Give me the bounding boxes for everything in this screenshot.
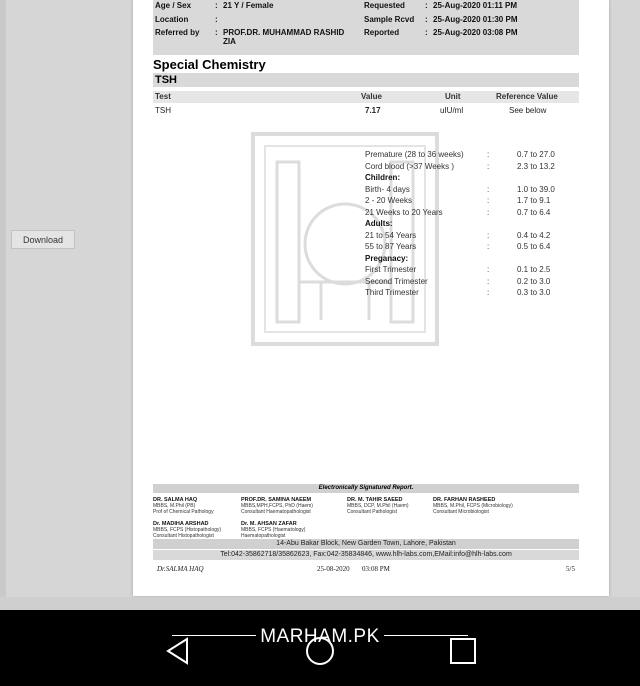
reference-label: Birth- 4 days <box>365 184 410 194</box>
doctor-signature <box>153 521 221 539</box>
reference-range: 1.7 to 9.1 <box>517 196 551 205</box>
reference-label: 21 to 54 Years <box>365 230 417 240</box>
colon: : <box>487 242 490 251</box>
reference-range: 0.5 to 6.4 <box>517 242 551 251</box>
doctor-name: Dr. MADIHA ARSHAD <box>153 521 209 527</box>
download-button[interactable]: Download <box>11 230 75 249</box>
reference-label: First Trimester <box>365 265 417 274</box>
signer-name: Dr.SALMA HAQ <box>157 565 204 573</box>
doctor-name: DR. M. TAHIR SAEED <box>347 497 403 503</box>
colon: : <box>215 28 218 37</box>
colon: : <box>425 15 428 24</box>
results-row <box>153 105 579 117</box>
reference-range: 0.1 to 2.5 <box>517 265 551 274</box>
reference-label: Third Trimester <box>365 288 419 297</box>
requested-value: 25-Aug-2020 01:11 PM <box>433 1 518 10</box>
back-button[interactable] <box>163 636 193 666</box>
doctor-line2: Consultant Microbiologist <box>433 509 489 515</box>
page-number: 5/5 <box>566 565 575 573</box>
colon: : <box>487 276 490 286</box>
report-page <box>133 0 609 596</box>
doctor-name: PROF.DR. SAMINA NAEEM <box>241 497 312 503</box>
doctor-name: DR. SALMA HAQ <box>153 497 198 503</box>
colon: : <box>487 230 490 240</box>
reference-label: 21 Weeks to 20 Years <box>365 207 443 217</box>
reference-range: 0.7 to 6.4 <box>517 207 551 217</box>
reference-label: Preganacy: <box>365 253 409 263</box>
viewer-bottom-strip <box>0 597 640 610</box>
report-date: 25-08-2020 <box>317 565 350 573</box>
patient-info <box>153 0 579 55</box>
brand-watermark: MARHAM.PK <box>260 626 380 647</box>
reported-value: 25-Aug-2020 03:08 PM <box>433 28 518 37</box>
row-unit: uIU/ml <box>440 106 464 115</box>
doctor-signature <box>241 521 305 539</box>
reference-label: 55 to 87 Years <box>365 242 417 251</box>
doctor-line2: Consultant Histopathologist <box>153 533 214 539</box>
header-unit: Unit <box>445 92 461 101</box>
recents-button[interactable] <box>448 636 478 666</box>
doctor-line1: MBBS, M.Phil, FCPS (Microbiology) <box>433 503 513 509</box>
colon: : <box>487 288 490 297</box>
reference-range: 0.4 to 4.2 <box>517 230 551 240</box>
colon: : <box>487 265 490 274</box>
reference-label: Children: <box>365 173 401 182</box>
reference-label: Adults: <box>365 219 393 228</box>
reference-label: Cord blood (>37 Weeks ) <box>365 161 455 171</box>
reference-range: 0.7 to 27.0 <box>517 150 555 159</box>
reference-range: 0.2 to 3.0 <box>517 276 551 286</box>
reported-label: Reported <box>364 28 400 37</box>
referred-value-1: PROF.DR. MUHAMMAD RASHID <box>223 28 345 37</box>
doctor-line2: Prof of Chemical Pathology <box>153 509 214 515</box>
doctor-line2: Consultant Haematopathologist <box>241 509 311 515</box>
doctor-signature <box>433 497 513 515</box>
colon: : <box>425 28 428 37</box>
test-name-band: TSH <box>153 73 579 87</box>
report-time: 03:08 PM <box>362 565 390 573</box>
row-value: 7.17 <box>365 106 381 115</box>
header-test: Test <box>155 92 171 101</box>
back-triangle-icon <box>163 636 193 666</box>
doctor-signature <box>153 497 214 515</box>
doctor-signature <box>241 497 313 515</box>
location-label: Location <box>155 15 189 24</box>
sample-label: Sample Rcvd <box>364 15 415 24</box>
doctor-line1: MBBS, M.Phil (PB) <box>153 503 196 509</box>
home-button[interactable] <box>305 636 335 666</box>
doctor-name: Dr. M. AHSAN ZAFAR <box>241 521 297 527</box>
age-sex-label: Age / Sex <box>155 1 192 10</box>
doctor-line1: MBBS, FCPS (Haematology) <box>241 527 306 533</box>
colon: : <box>487 184 490 194</box>
home-circle-icon <box>305 636 335 666</box>
colon: : <box>487 150 490 159</box>
header-value: Value <box>361 92 382 101</box>
reference-label: Second Trimester <box>365 276 428 286</box>
reference-label: Premature (28 to 36 weeks) <box>365 150 464 159</box>
doctor-name: DR. FARHAN RASHEED <box>433 497 496 503</box>
colon: : <box>215 1 218 10</box>
section-title: Special Chemistry <box>153 57 266 72</box>
viewer-edge <box>0 0 6 610</box>
referred-label: Referred by <box>155 28 200 37</box>
row-reference: See below <box>509 106 547 115</box>
colon: : <box>215 15 218 24</box>
colon: : <box>487 196 490 205</box>
colon: : <box>487 161 490 171</box>
reference-range: 0.3 to 3.0 <box>517 288 551 297</box>
results-header <box>153 91 579 103</box>
doctor-line2: Haematopathologist <box>241 533 286 539</box>
colon: : <box>425 1 428 10</box>
colon: : <box>487 207 490 217</box>
reference-range: 2.3 to 13.2 <box>517 161 555 171</box>
doctor-line1: MBBS, DCP, M.Phil (Haem) <box>347 503 409 509</box>
sample-value: 25-Aug-2020 01:30 PM <box>433 15 518 24</box>
doctor-signature <box>347 497 409 515</box>
referred-value-2: ZIA <box>223 37 236 46</box>
address: 14-Abu Bakar Block, New Garden Town, Lahore, Pakistan <box>153 539 579 549</box>
contact-info: Tel:042-35862718/35862623, Fax:042-35834846, www.hlh-labs.com,EMail:info@hlh-labs.com <box>153 550 579 560</box>
doctor-line2: Consultant Pathologist <box>347 509 398 515</box>
age-sex-value: 21 Y / Female <box>223 1 274 10</box>
recents-square-icon <box>448 636 478 666</box>
doctor-line1: MBBS, FCPS (Histopathology) <box>153 527 222 533</box>
row-test: TSH <box>155 106 171 115</box>
reference-range: 1.0 to 39.0 <box>517 184 555 194</box>
signature-band: Electronically Signatured Report. <box>153 484 579 493</box>
doctor-line1: MBBS,MPH,FCPS, PhD (Haem) <box>241 503 313 509</box>
reference-label: 2 - 20 Weeks <box>365 196 412 205</box>
header-reference: Reference Value <box>496 92 558 101</box>
requested-label: Requested <box>364 1 405 10</box>
